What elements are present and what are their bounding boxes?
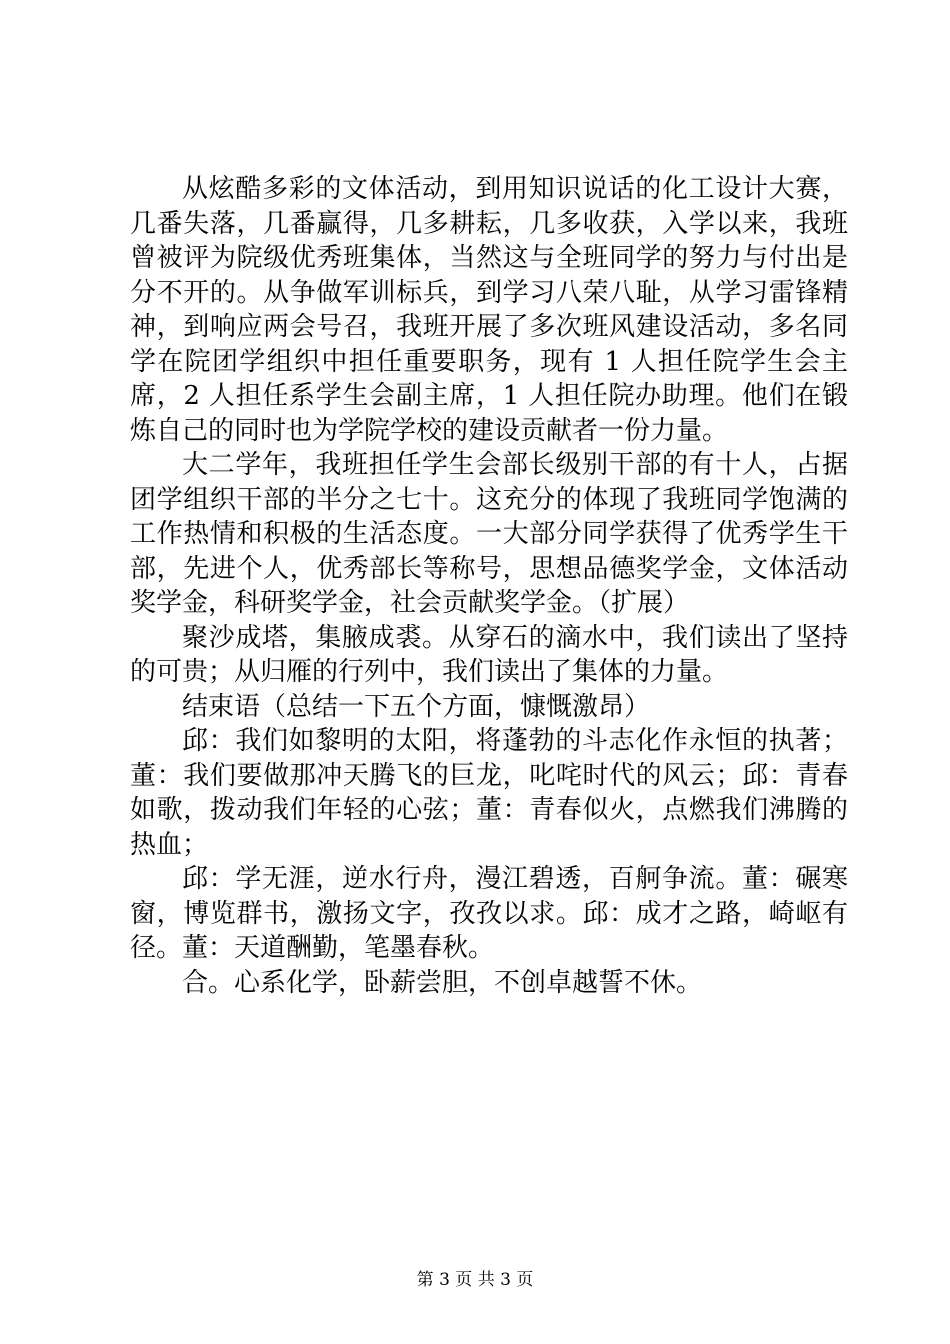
paragraph-closing: 合。心系化学，卧薪尝胆，不创卓越誓不休。 [182, 967, 703, 998]
paragraph-dialogue-youth: 邱：我们如黎明的太阳，将蓬勃的斗志化作永恒的执著；董：我们要做那冲天腾飞的巨龙，叱咤时代的风云；邱：青春如歌，拨动我们年轻的心弦；董：青春似火，点燃我们沸腾的热血； [130, 726, 848, 860]
paragraph-activities: 从炫酷多彩的文体活动，到用知识说话的化工设计大赛，几番失落，几番赢得，几多耕耘，几多收获，入学以来，我班曾被评为院级优秀班集体，当然这与全班同学的努力与付出是分不开的。从争做军训标兵，到学习八荣八耻，从学习雷锋精神，到响应两会号召，我班开展了多次班风建设活动，多名同学在院团学组织中担任重要职务，现有 1 人担任院学生会主席，2 人担任系学生会副主席，1 人担任院办助理。他们在锻炼自己的同时也为学院学校的建设贡献者一份力量。 [130, 174, 848, 446]
paragraph-sophomore-year: 大二学年，我班担任学生会部长级别干部的有十人，占据团学组织干部的半分之七十。这充分的体现了我班同学饱满的工作热情和积极的生活态度。一大部分同学获得了优秀学生干部，先进个人，优秀部长等称号，思想品德奖学金，文体活动奖学金，科研奖学金，社会贡献奖学金。（扩展） [130, 450, 848, 618]
paragraph-conclusion-heading: 结束语（总结一下五个方面，慷慨激昂） [182, 691, 651, 722]
page-number-footer: 第 3 页 共 3 页 [416, 1270, 534, 1290]
paragraph-dialogue-study: 邱：学无涯，逆水行舟，漫江碧透，百舸争流。董：碾寒窗，博览群书，激扬文字，孜孜以求。邱：成才之路，崎岖有径。董：天道酬勤，笔墨春秋。 [130, 864, 848, 963]
paragraph-collective-strength: 聚沙成塔，集腋成裘。从穿石的滴水中，我们读出了坚持的可贵；从归雁的行列中，我们读出了集体的力量。 [130, 622, 848, 687]
document-body [130, 172, 848, 1000]
